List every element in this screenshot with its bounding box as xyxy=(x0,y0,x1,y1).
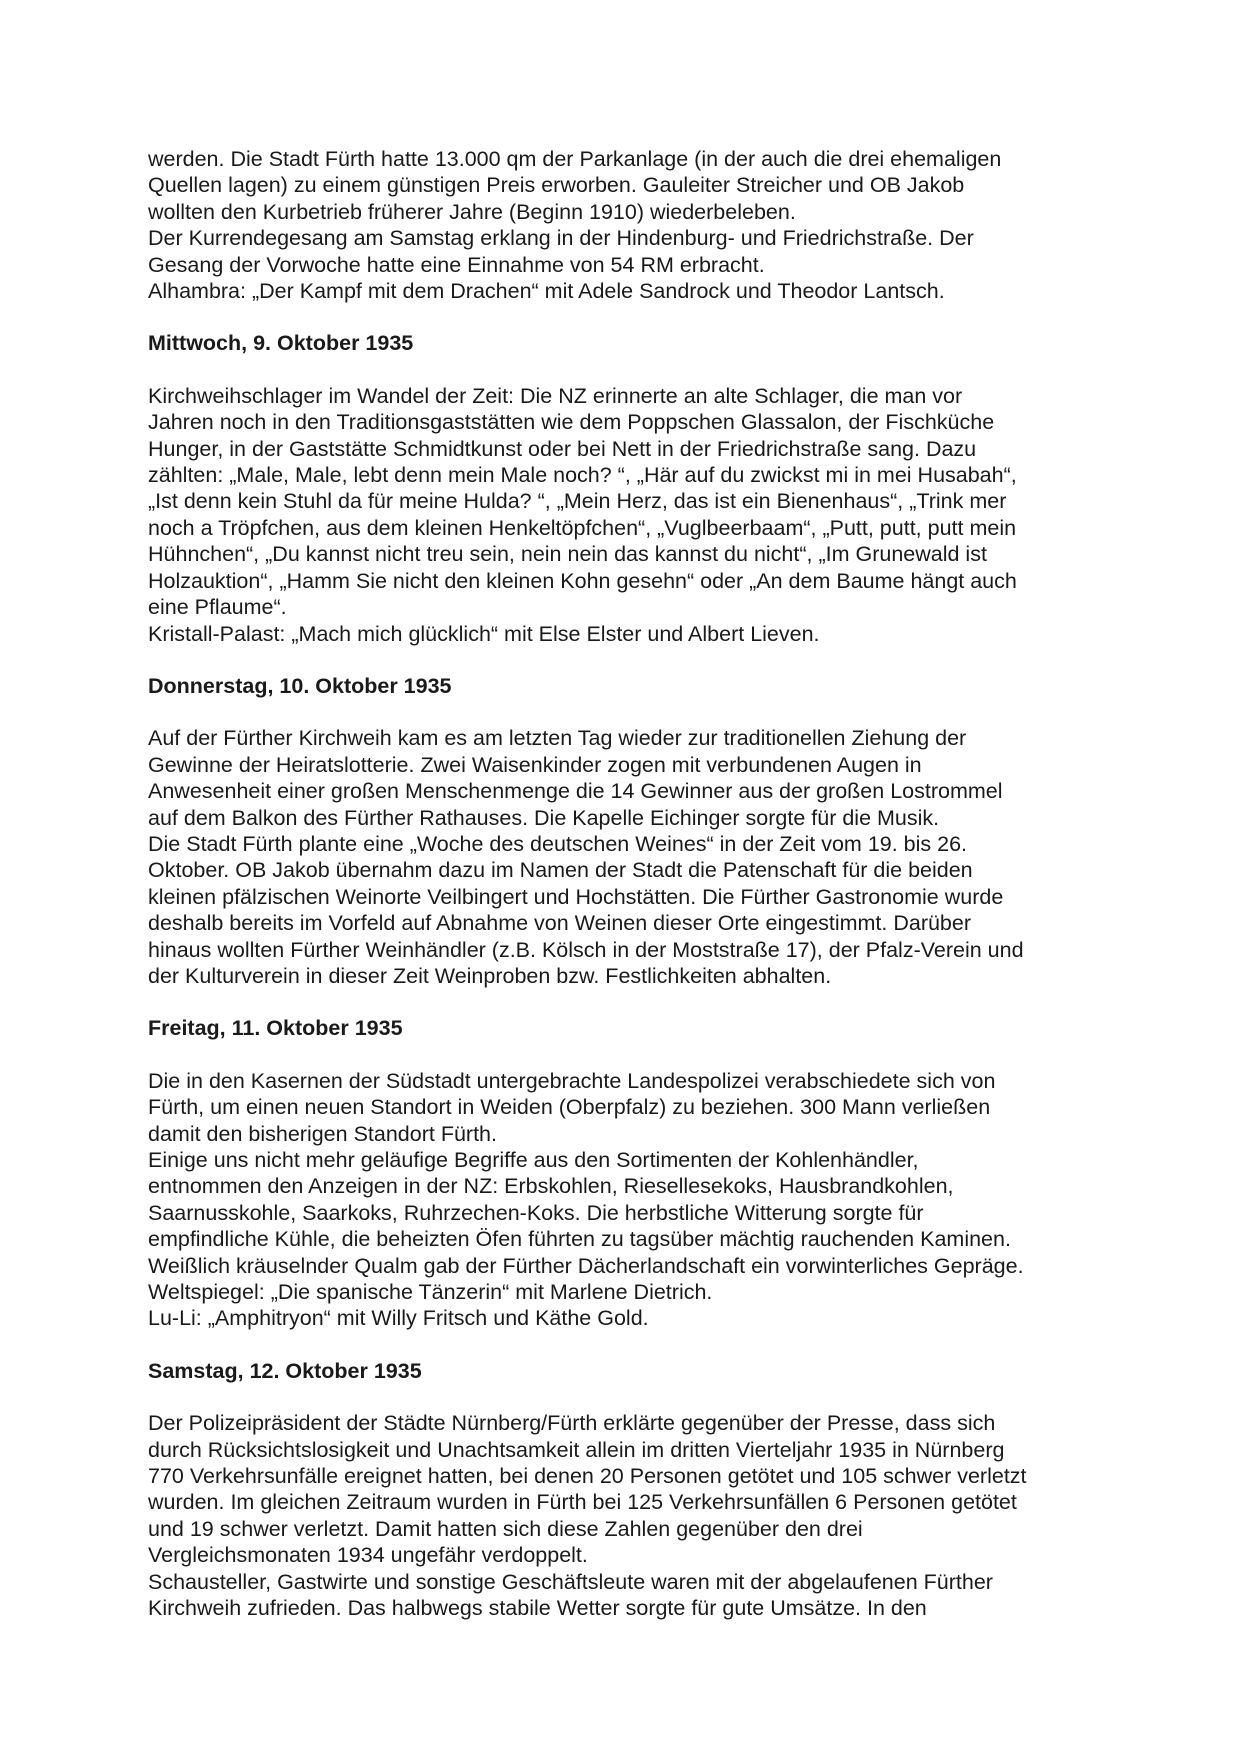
text-line: Gewinne der Heiratslotterie. Zwei Waisenkinder zogen mit verbundenen Augen in xyxy=(148,752,922,777)
date-heading: Freitag, 11. Oktober 1935 xyxy=(148,1016,403,1041)
spacer xyxy=(148,1332,1108,1358)
text-line: 770 Verkehrsunfälle ereignet hatten, bei denen 20 Personen getötet und 105 schwer verletzt xyxy=(148,1464,1027,1489)
text-line: Die in den Kasernen der Südstadt untergebrachte Landespolizei verabschiedete sich von xyxy=(148,1068,996,1093)
text-line: Fürth, um einen neuen Standort in Weiden (Oberpfalz) zu beziehen. 300 Mann verließen xyxy=(148,1095,991,1120)
text-line: durch Rücksichtslosigkeit und Unachtsamkeit allein im dritten Vierteljahr 1935 in Nürnberg xyxy=(148,1437,1005,1462)
text-line: Saarnusskohle, Saarkoks, Ruhrzechen-Koks. Die herbstliche Witterung sorgte für xyxy=(148,1200,924,1225)
paragraph xyxy=(148,725,1108,831)
paragraph xyxy=(148,1305,1108,1331)
text-line: noch a Tröpfchen, aus dem kleinen Henkeltöpfchen“, „Vuglbeerbaam“, „Putt, putt, putt mein xyxy=(148,515,1017,540)
text-line: Lu-Li: „Amphitryon“ mit Willy Fritsch und Käthe Gold. xyxy=(148,1306,649,1331)
spacer xyxy=(148,304,1108,330)
text-line: Hühnchen“, „Du kannst nicht treu sein, nein nein das kannst du nicht“, „Im Grunewald ist xyxy=(148,542,987,567)
document-section xyxy=(148,989,1108,1331)
text-line: empfindliche Kühle, die beheizten Öfen führten zu tagsüber mächtig rauchenden Kaminen. xyxy=(148,1227,1011,1252)
spacer xyxy=(148,1384,1108,1410)
document-page xyxy=(148,146,1108,1622)
text-line: Die Stadt Fürth plante eine „Woche des deutschen Weines“ in der Zeit vom 19. bis 26. xyxy=(148,831,968,856)
paragraph xyxy=(148,1279,1108,1305)
spacer xyxy=(148,357,1108,383)
text-line: und 19 schwer verletzt. Damit hatten sich diese Zahlen gegenüber den drei xyxy=(148,1516,863,1541)
text-line: zählten: „Male, Male, lebt denn mein Male noch? “, „Här auf du zwickst mi in mei Husabah“, xyxy=(148,463,1017,488)
paragraph xyxy=(148,1147,1108,1279)
text-line: Weißlich kräuselnder Qualm gab der Fürther Dächerlandschaft ein vorwinterliches Gepräge. xyxy=(148,1253,1024,1278)
text-line: auf dem Balkon des Fürther Rathauses. Die Kapelle Eichinger sorgte für die Musik. xyxy=(148,805,940,830)
text-line: Schausteller, Gastwirte und sonstige Geschäftsleute waren mit der abgelaufenen Fürther xyxy=(148,1569,993,1594)
spacer xyxy=(148,1042,1108,1068)
date-heading: Mittwoch, 9. Oktober 1935 xyxy=(148,331,414,356)
paragraph xyxy=(148,225,1108,278)
paragraph xyxy=(148,278,1108,304)
text-line: wurden. Im gleichen Zeitraum wurden in Fürth bei 125 Verkehrsunfällen 6 Personen getötet xyxy=(148,1490,1017,1515)
document-section xyxy=(148,304,1108,646)
text-line: Oktober. OB Jakob übernahm dazu im Namen der Stadt die Patenschaft für die beiden xyxy=(148,858,973,883)
text-line: wollten den Kurbetrieb früherer Jahre (Beginn 1910) wiederbeleben. xyxy=(148,199,796,224)
text-line: Quellen lagen) zu einem günstigen Preis erworben. Gauleiter Streicher und OB Jakob xyxy=(148,173,965,198)
text-line: Alhambra: „Der Kampf mit dem Drachen“ mit Adele Sandrock und Theodor Lantsch. xyxy=(148,279,945,304)
paragraph xyxy=(148,1569,1108,1622)
paragraph xyxy=(148,383,1108,621)
text-line: hinaus wollten Fürther Weinhändler (z.B. Kölsch in der Moststraße 17), der Pfalz-Verein und xyxy=(148,937,1024,962)
text-line: Kirchweih zufrieden. Das halbwegs stabile Wetter sorgte für gute Umsätze. In den xyxy=(148,1596,927,1621)
document-section xyxy=(148,146,1108,304)
text-line: eine Pflaume“. xyxy=(148,595,287,620)
text-line: Holzauktion“, „Hamm Sie nicht den kleinen Kohn gesehn“ oder „An dem Baume hängt auch xyxy=(148,568,1017,593)
text-line: Kirchweihschlager im Wandel der Zeit: Die NZ erinnerte an alte Schlager, die man vor xyxy=(148,383,963,408)
text-line: Der Polizeipräsident der Städte Nürnberg/Fürth erklärte gegenüber der Presse, dass sich xyxy=(148,1411,996,1436)
text-line: Hunger, in der Gaststätte Schmidtkunst oder bei Nett in der Friedrichstraße sang. Dazu xyxy=(148,436,977,461)
text-line: Gesang der Vorwoche hatte eine Einnahme von 54 RM erbracht. xyxy=(148,252,765,277)
text-line: Der Kurrendegesang am Samstag erklang in der Hindenburg- und Friedrichstraße. Der xyxy=(148,226,974,251)
text-line: Kristall-Palast: „Mach mich glücklich“ mit Else Elster und Albert Lieven. xyxy=(148,621,820,646)
paragraph xyxy=(148,621,1108,647)
text-line: deshalb bereits im Vorfeld auf Abnahme von Weinen dieser Orte eingestimmt. Darüber xyxy=(148,911,972,936)
paragraph xyxy=(148,1410,1108,1568)
spacer xyxy=(148,647,1108,673)
text-line: Auf der Fürther Kirchweih kam es am letzten Tag wieder zur traditionellen Ziehung der xyxy=(148,726,967,751)
text-line: kleinen pfälzischen Weinorte Veilbingert und Hochstätten. Die Fürther Gastronomie wurde xyxy=(148,884,1004,909)
document-section xyxy=(148,1332,1108,1622)
paragraph xyxy=(148,831,1108,989)
paragraph xyxy=(148,1068,1108,1147)
text-line: der Kulturverein in dieser Zeit Weinproben bzw. Festlichkeiten abhalten. xyxy=(148,963,832,988)
text-line: Anwesenheit einer großen Menschenmenge die 14 Gewinner aus der großen Lostrommel xyxy=(148,779,1003,804)
text-line: damit den bisherigen Standort Fürth. xyxy=(148,1121,497,1146)
date-heading: Samstag, 12. Oktober 1935 xyxy=(148,1358,422,1383)
text-line: „Ist denn kein Stuhl da für meine Hulda? “, „Mein Herz, das ist ein Bienenhaus“, „Trink mer xyxy=(148,489,1007,514)
text-line: Weltspiegel: „Die spanische Tänzerin“ mit Marlene Dietrich. xyxy=(148,1280,713,1305)
spacer xyxy=(148,989,1108,1015)
text-line: Vergleichsmonaten 1934 ungefähr verdoppelt. xyxy=(148,1543,588,1568)
document-section xyxy=(148,647,1108,989)
paragraph xyxy=(148,146,1108,225)
text-line: werden. Die Stadt Fürth hatte 13.000 qm der Parkanlage (in der auch die drei ehemaligen xyxy=(148,147,1002,171)
text-line: Jahren noch in den Traditionsgaststätten wie dem Poppschen Glassalon, der Fischküche xyxy=(148,410,995,435)
text-line: Einige uns nicht mehr geläufige Begriffe aus den Sortimenten der Kohlenhändler, xyxy=(148,1148,919,1172)
spacer xyxy=(148,699,1108,725)
date-heading: Donnerstag, 10. Oktober 1935 xyxy=(148,673,452,698)
text-line: entnommen den Anzeigen in der NZ: Erbskohlen, Riesellesekoks, Hausbrandkohlen, xyxy=(148,1174,954,1199)
